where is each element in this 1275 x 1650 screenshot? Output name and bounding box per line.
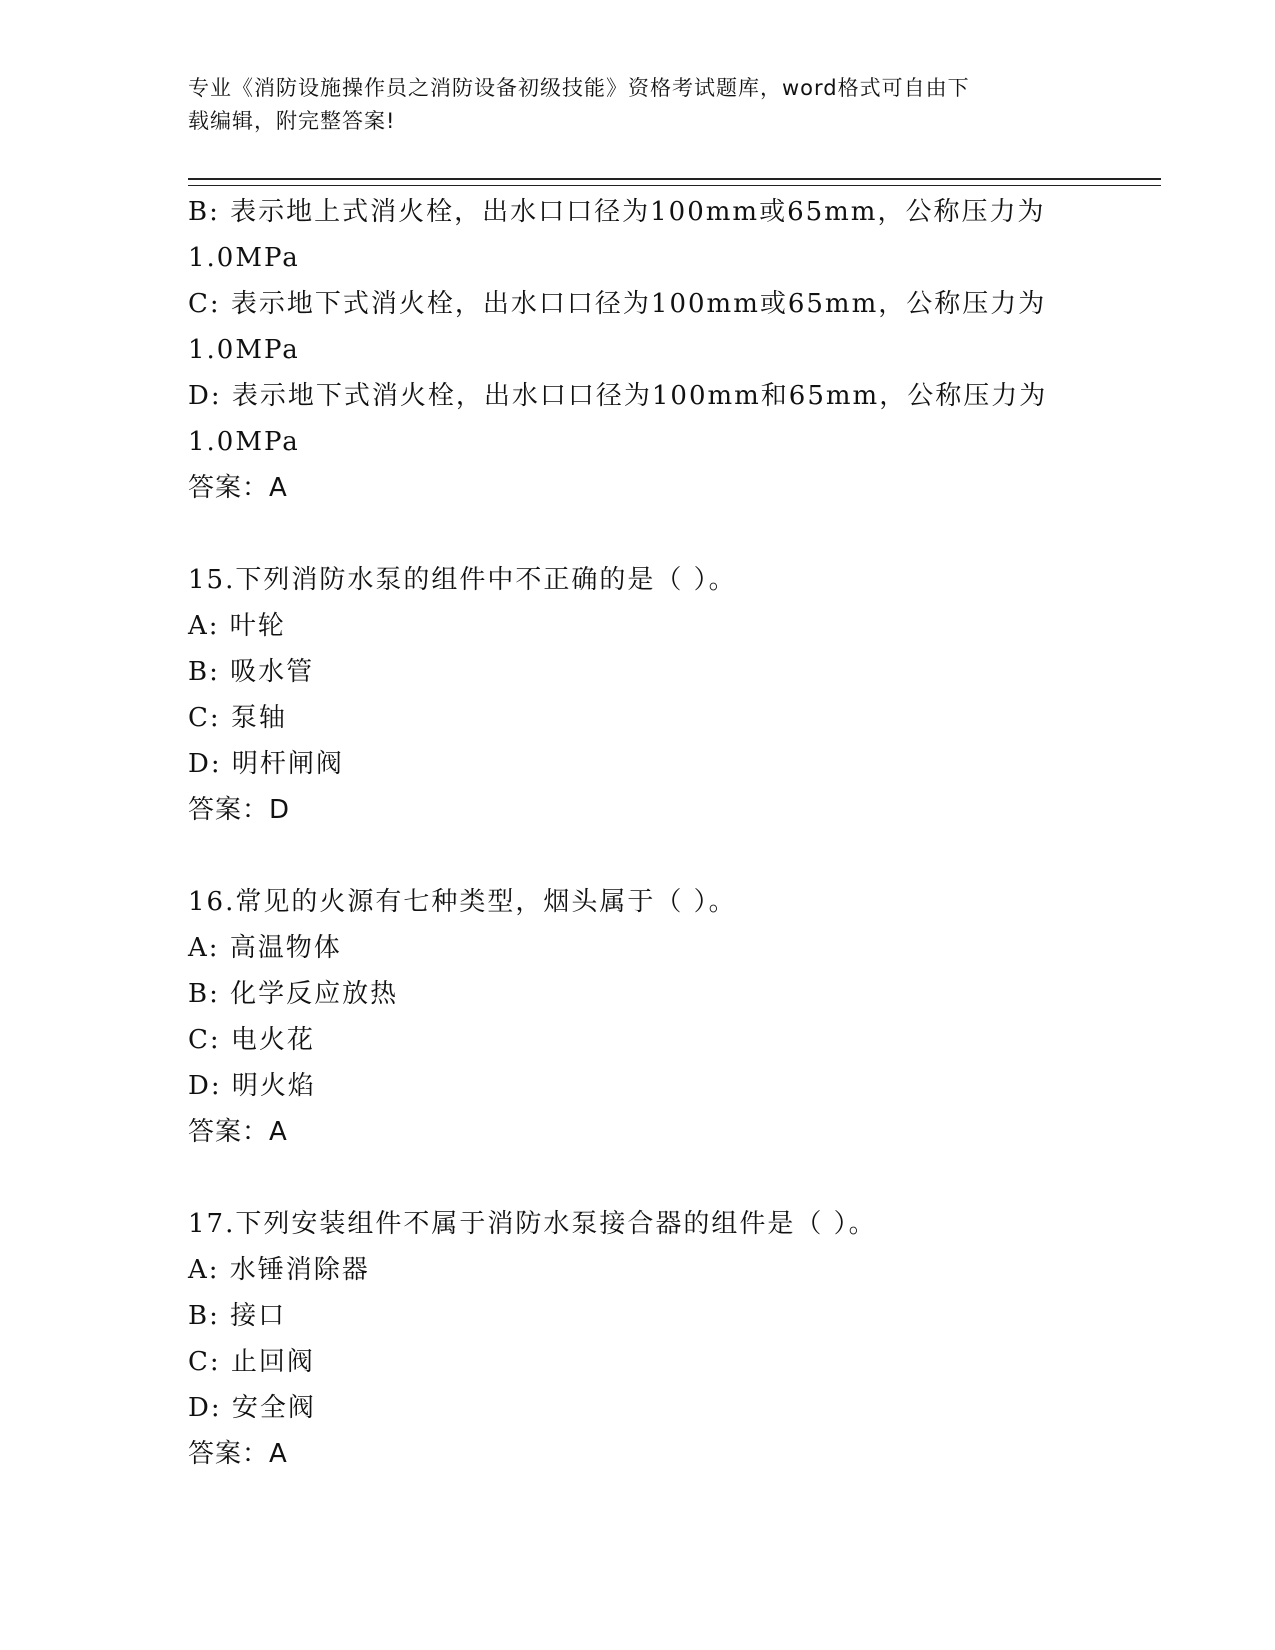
option-line: 1.0MPa	[188, 243, 300, 273]
option-line: 1.0MPa	[188, 335, 300, 365]
option-c: C: 止回阀	[188, 1347, 315, 1377]
header-line-1: 专业《消防设施操作员之消防设备初级技能》资格考试题库，word格式可自由下	[188, 76, 970, 100]
option-line: 1.0MPa	[188, 427, 300, 457]
option-d: D: 明杆闸阀	[188, 749, 344, 779]
option-c: C: 电火花	[188, 1025, 315, 1055]
option-b: B: 化学反应放热	[188, 979, 399, 1009]
question-16	[188, 879, 1088, 1155]
option-b: B: 吸水管	[188, 657, 315, 687]
question-fragment	[188, 189, 1088, 511]
option-d: D: 明火焰	[188, 1071, 316, 1101]
question-stem: 17.下列安装组件不属于消防水泵接合器的组件是（ ）。	[188, 1209, 877, 1239]
header-divider	[188, 178, 1161, 186]
option-line: C: 表示地下式消火栓，出水口口径为100mm或65mm，公称压力为	[188, 289, 1047, 319]
document-header	[188, 72, 1088, 138]
answer-line: 答案：A	[188, 1117, 288, 1147]
header-line-2: 载编辑，附完整答案!	[188, 109, 396, 133]
option-line: D: 表示地下式消火栓，出水口口径为100mm和65mm，公称压力为	[188, 381, 1048, 411]
answer-line: 答案：D	[188, 795, 291, 825]
document-body	[188, 189, 1088, 1477]
option-d: D: 安全阀	[188, 1393, 316, 1423]
question-stem: 15.下列消防水泵的组件中不正确的是（ ）。	[188, 565, 737, 595]
answer-line: 答案：A	[188, 473, 288, 503]
question-15	[188, 557, 1088, 833]
option-b: B: 接口	[188, 1301, 287, 1331]
question-stem: 16.常见的火源有七种类型，烟头属于（ ）。	[188, 887, 737, 917]
option-a: A: 叶轮	[188, 611, 286, 641]
option-a: A: 高温物体	[188, 933, 342, 963]
question-17	[188, 1201, 1088, 1477]
option-a: A: 水锤消除器	[188, 1255, 370, 1285]
option-c: C: 泵轴	[188, 703, 287, 733]
answer-line: 答案：A	[188, 1439, 288, 1469]
option-line: B: 表示地上式消火栓，出水口口径为100mm或65mm，公称压力为	[188, 197, 1046, 227]
